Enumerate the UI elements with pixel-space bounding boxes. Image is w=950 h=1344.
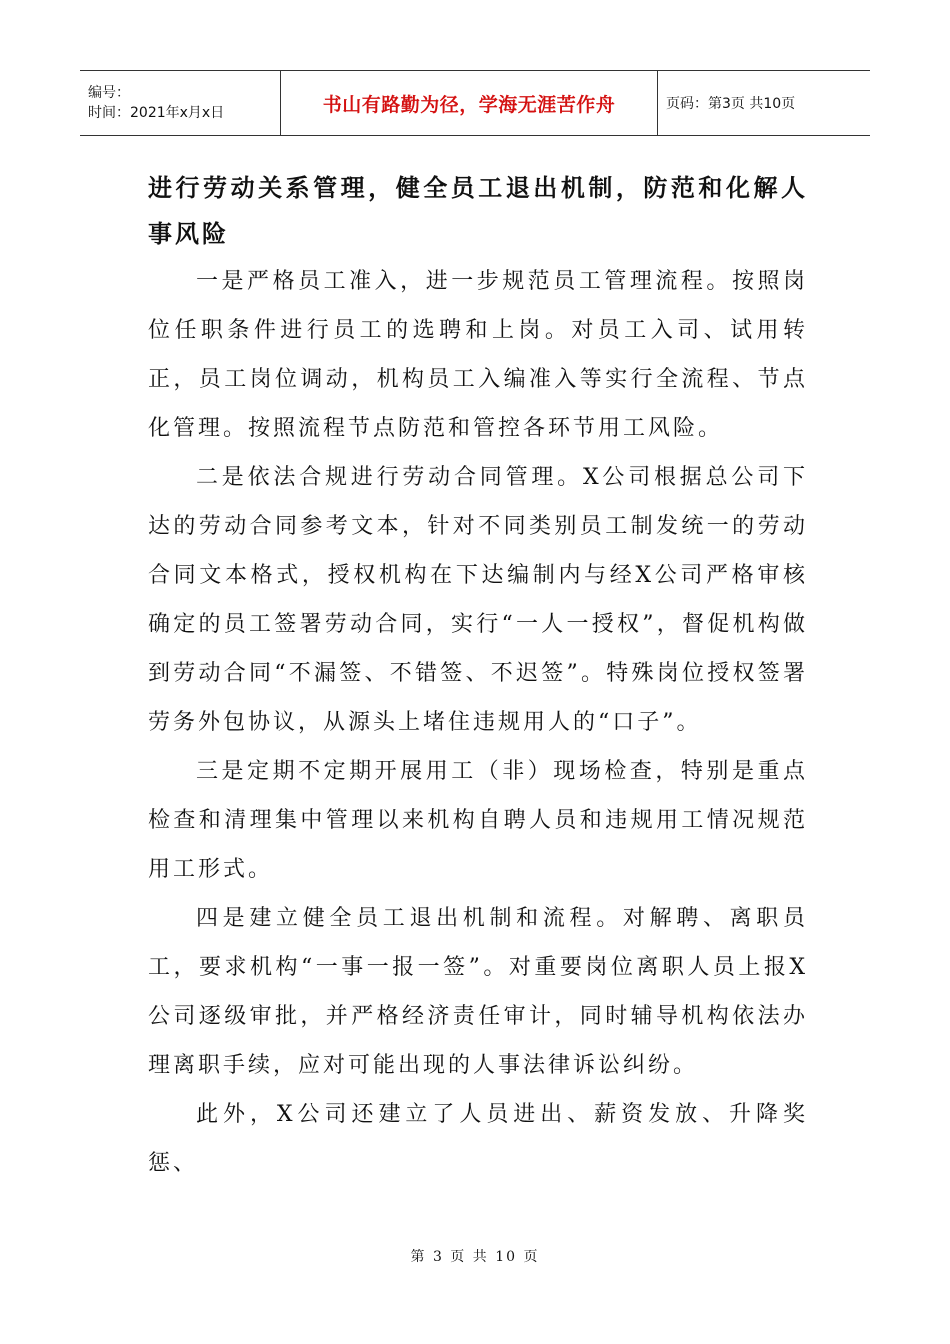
paragraph-4: 四是建立健全员工退出机制和流程。对解聘、离职员工，要求机构“一事一报一签”。对重要岗位离职人员上报X公司逐级审批，并严格经济责任审计，同时辅导机构依法办理离职手续，应对可能出现的人事法律诉讼纠纷。 xyxy=(148,906,808,1078)
header-page-info: 页码：第3页 共10页 xyxy=(666,96,796,112)
header-page-info-cell xyxy=(658,71,870,135)
document-time-label: 时间：2021年x月x日 xyxy=(88,105,225,121)
paragraph-2: 二是依法合规进行劳动合同管理。X公司根据总公司下达的劳动合同参考文本，针对不同类别员工制发统一的劳动合同文本格式，授权机构在下达编制内与经X公司严格审核确定的员工签署劳动合同，实行“一人一授权”，督促机构做到劳动合同“不漏签、不错签、不迟签”。特殊岗位授权签署劳务外包协议，从源头上堵住违规用人的“口子”。 xyxy=(148,465,808,735)
paragraph-3: 三是定期不定期开展用工（非）现场检查，特别是重点检查和清理集中管理以来机构自聘人员和违规用工情况规范用工形式。 xyxy=(148,759,808,882)
header-motto: 书山有路勤为径，学海无涯苦作舟 xyxy=(322,93,616,116)
document-number-label: 编号： xyxy=(88,85,130,101)
header-motto-cell xyxy=(280,71,658,135)
document-body xyxy=(148,165,808,1188)
footer-page-number: 第 3 页 共 10 页 xyxy=(410,1249,540,1265)
paragraph-1: 一是严格员工准入，进一步规范员工管理流程。按照岗位任职条件进行员工的选聘和上岗。对员工入司、试用转正，员工岗位调动，机构员工入编准入等实行全流程、节点化管理。按照流程节点防范和管控各环节用工风险。 xyxy=(148,269,808,441)
paragraph-5: 此外，X公司还建立了人员进出、薪资发放、升降奖惩、 xyxy=(148,1102,808,1176)
header-meta xyxy=(80,71,280,135)
section-heading: 进行劳动关系管理，健全员工退出机制，防范和化解人事风险 xyxy=(148,173,808,248)
page-footer xyxy=(0,1246,950,1266)
page-header xyxy=(80,70,870,136)
